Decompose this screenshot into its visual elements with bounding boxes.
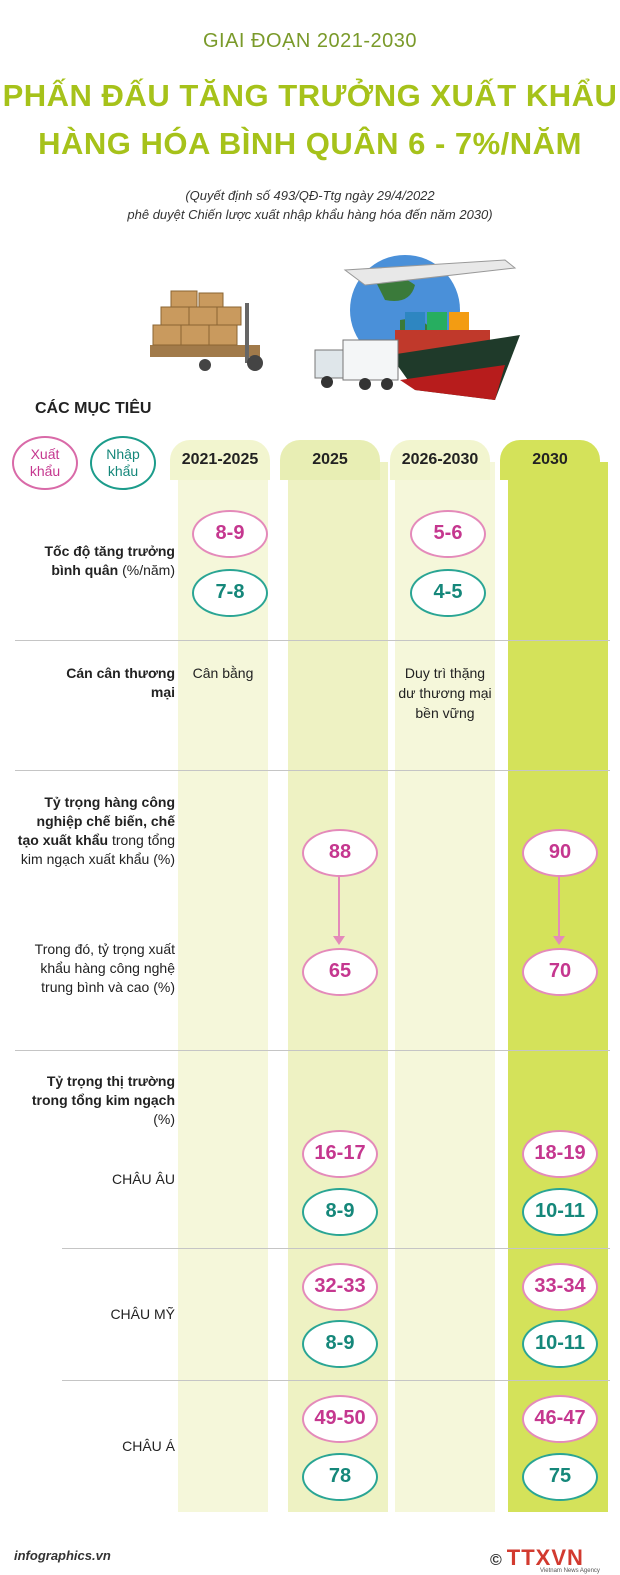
logo-subtitle: Vietnam News Agency xyxy=(540,1568,600,1574)
growth-2026-2030-export: 5-6 xyxy=(410,510,486,558)
column-bg-2021-2025 xyxy=(178,462,268,1512)
processed-label-rest: trong tổng kim ngạch xuất khẩu (%) xyxy=(20,832,175,867)
row-divider xyxy=(62,1380,610,1381)
decree-line1: (Quyết định số 493/QĐ-Ttg ngày 29/4/2022 xyxy=(185,188,435,203)
growth-label xyxy=(20,542,175,580)
legend-export xyxy=(12,436,78,490)
objectives-heading: CÁC MỤC TIÊU xyxy=(35,400,152,417)
processed-label-bold1: Tỷ trọng hàng công nghiệp chế biến, chế tạo xyxy=(17,794,175,848)
asia-2025-import: 78 xyxy=(302,1453,378,1501)
legend-import-label: Nhập khẩu xyxy=(106,446,140,479)
processed-2030: 90 xyxy=(522,829,598,877)
balance-2026-2030: Duy trì thặng dư thương mại bền vững xyxy=(398,665,492,721)
arrow-2030 xyxy=(558,875,560,937)
asia-2025-export: 49-50 xyxy=(302,1395,378,1443)
balance-label: Cán cân thương mại xyxy=(66,665,175,700)
market-europe-label: CHÂU ÂU xyxy=(111,1171,175,1187)
period-subtitle: GIAI ĐOẠN 2021-2030 xyxy=(202,30,418,52)
growth-2021-2025-export: 8-9 xyxy=(192,510,268,558)
processed-2025: 88 xyxy=(302,829,378,877)
logo-text: TTXVN xyxy=(506,1545,584,1570)
row-divider xyxy=(15,640,610,641)
america-2025-import: 8-9 xyxy=(302,1320,378,1368)
america-2030-import: 10-11 xyxy=(522,1320,598,1368)
processed-sub-2030: 70 xyxy=(522,948,598,996)
america-2030-export: 33-34 xyxy=(522,1263,598,1311)
main-title-line2: HÀNG HÓA BÌNH QUÂN 6 - 7%/NĂM xyxy=(38,126,582,161)
decree-line2: phê duyệt Chiến lược xuất nhập khẩu hàng hóa đến năm 2030) xyxy=(127,207,493,222)
markets-label xyxy=(20,1072,175,1129)
europe-2025-export: 16-17 xyxy=(302,1130,378,1178)
column-header-2030: 2030 xyxy=(500,440,600,480)
growth-2026-2030-import: 4-5 xyxy=(410,569,486,617)
arrow-head-2025 xyxy=(333,936,345,945)
asia-2030-import: 75 xyxy=(522,1453,598,1501)
row-divider xyxy=(15,1050,610,1051)
growth-label-bold: Tốc độ tăng trưởng bình quân xyxy=(44,543,175,578)
asia-2030-export: 46-47 xyxy=(522,1395,598,1443)
legend-import xyxy=(90,436,156,490)
markets-label-unit: (%) xyxy=(153,1111,175,1127)
processed-sub-2025: 65 xyxy=(302,948,378,996)
arrow-head-2030 xyxy=(553,936,565,945)
globe-plane-ship-illustration xyxy=(305,240,530,415)
legend-export-label: Xuất khẩu xyxy=(29,446,61,479)
arrow-2025 xyxy=(338,875,340,937)
main-title-line1: PHẤN ĐẤU TĂNG TRƯỞNG XUẤT KHẨU xyxy=(2,78,618,113)
column-header-2021-2025: 2021-2025 xyxy=(170,440,270,480)
europe-2025-import: 8-9 xyxy=(302,1188,378,1236)
growth-label-unit: (%/năm) xyxy=(122,562,175,578)
balance-2021-2025: Cân bằng xyxy=(192,665,254,681)
market-america-label: CHÂU MỸ xyxy=(110,1306,175,1322)
footer-site: infographics.vn xyxy=(14,1548,111,1563)
europe-2030-import: 10-11 xyxy=(522,1188,598,1236)
europe-2030-export: 18-19 xyxy=(522,1130,598,1178)
copyright-icon: © xyxy=(490,1552,503,1569)
column-header-2026-2030: 2026-2030 xyxy=(390,440,490,480)
boxes-trolley-illustration xyxy=(145,285,285,380)
processed-sub-label: Trong đó, tỷ trọng xuất khẩu hàng công nghệ trung bình và cao (%) xyxy=(34,941,175,995)
column-bg-2026-2030 xyxy=(395,462,495,1512)
row-divider xyxy=(15,770,610,771)
market-asia-label: CHÂU Á xyxy=(122,1438,175,1454)
america-2025-export: 32-33 xyxy=(302,1263,378,1311)
column-header-2025: 2025 xyxy=(280,440,380,480)
markets-label-bold: Tỷ trọng thị trường trong tổng kim ngạch xyxy=(31,1073,175,1108)
processed-label-bold2: xuất khẩu xyxy=(42,832,109,848)
processed-label xyxy=(15,793,175,869)
growth-2021-2025-import: 7-8 xyxy=(192,569,268,617)
row-divider xyxy=(62,1248,610,1249)
